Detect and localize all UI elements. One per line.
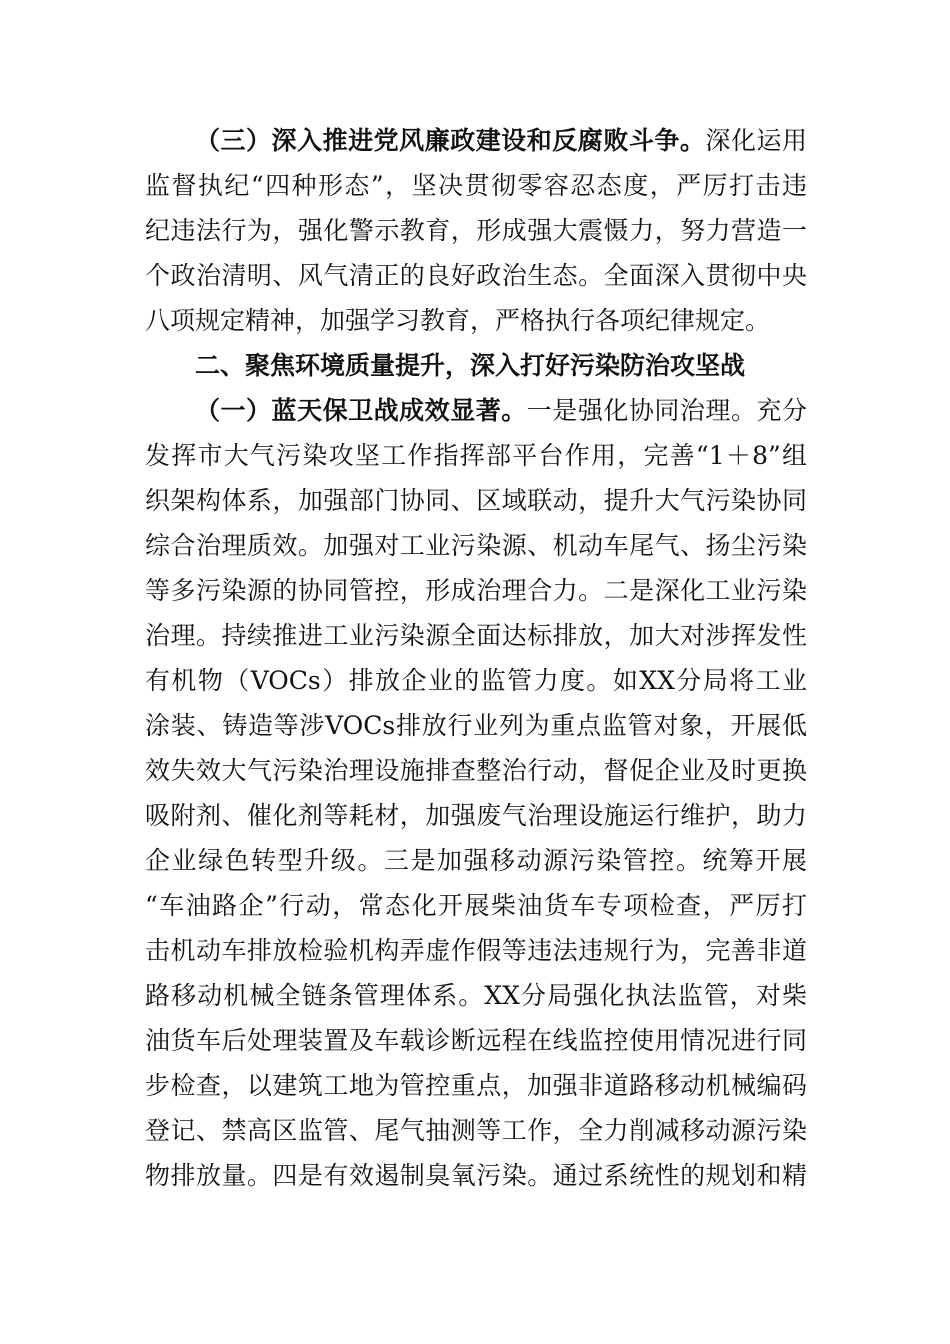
sub1-line-11: “车油路企”行动，常态化开展柴油货车专项检查，严厉打 [145,891,807,920]
sub1-line-6: 有机物（VOCs）排放企业的监管力度。如XX分局将工业 [145,666,807,695]
section3-title: （三）深入推进党风廉政建设和反腐败斗争。 [195,126,706,155]
document-body [145,118,807,1198]
sub1-line-5: 治理。持续推进工业污染源全面达标排放，加大对涉挥发性 [145,621,807,650]
sub1-line-7: 涂装、铸造等涉VOCs排放行业列为重点监管对象，开展低 [145,711,807,740]
section3-line-2: 纪违法行为，强化警示教育，形成强大震慑力，努力营造一 [145,216,807,245]
section3-first-line [145,118,807,163]
sub1-line-10: 企业绿色转型升级。三是加强移动源污染管控。统筹开展 [145,846,807,875]
sub1-line-1: 发挥市大气污染攻坚工作指挥部平台作用，完善“1＋8”组 [145,441,807,470]
sub1-line-2: 织架构体系，加强部门协同、区域联动，提升大气污染协同 [145,486,807,515]
sub1-line-16: 登记、禁高区监管、尾气抽测等工作，全力削减移动源污染 [145,1116,807,1145]
sub1-line-13: 路移动机械全链条管理体系。XX分局强化执法监管，对柴 [145,981,807,1010]
sub1-line-9: 吸附剂、催化剂等耗材，加强废气治理设施运行维护，助力 [145,801,807,830]
sub1-line-17: 物排放量。四是有效遏制臭氧污染。通过系统性的规划和精 [145,1161,807,1190]
sub1-line-12: 击机动车排放检验机构弄虚作假等违法违规行为，完善非道 [145,936,807,965]
sub1-title: （一）蓝天保卫战成效显著。 [195,396,527,425]
section3-line-1: 监督执纪“四种形态”，坚决贯彻零容忍态度，严厉打击违 [145,171,807,200]
part2-heading: 二、聚焦环境质量提升，深入打好污染防治攻坚战 [195,351,746,380]
sub1-line-15: 步检查，以建筑工地为管控重点，加强非道路移动机械编码 [145,1071,807,1100]
section3-line-0: 深化运用 [705,126,807,155]
section3-line-3: 个政治清明、风气清正的良好政治生态。全面深入贯彻中央 [145,261,807,290]
sub1-line-14: 油货车后处理装置及车载诊断远程在线监控使用情况进行同 [145,1026,807,1055]
sub1-line-3: 综合治理质效。加强对工业污染源、机动车尾气、扬尘污染 [145,531,807,560]
sub1-line-8: 效失效大气污染治理设施排查整治行动，督促企业及时更换 [145,756,807,785]
section3-line-4: 八项规定精神，加强学习教育，严格执行各项纪律规定。 [145,306,771,335]
sub1-line-0: 一是强化协同治理。充分 [526,396,807,425]
sub1-line-4: 等多污染源的协同管控，形成治理合力。二是深化工业污染 [145,576,807,605]
sub1-first-line [145,388,807,433]
